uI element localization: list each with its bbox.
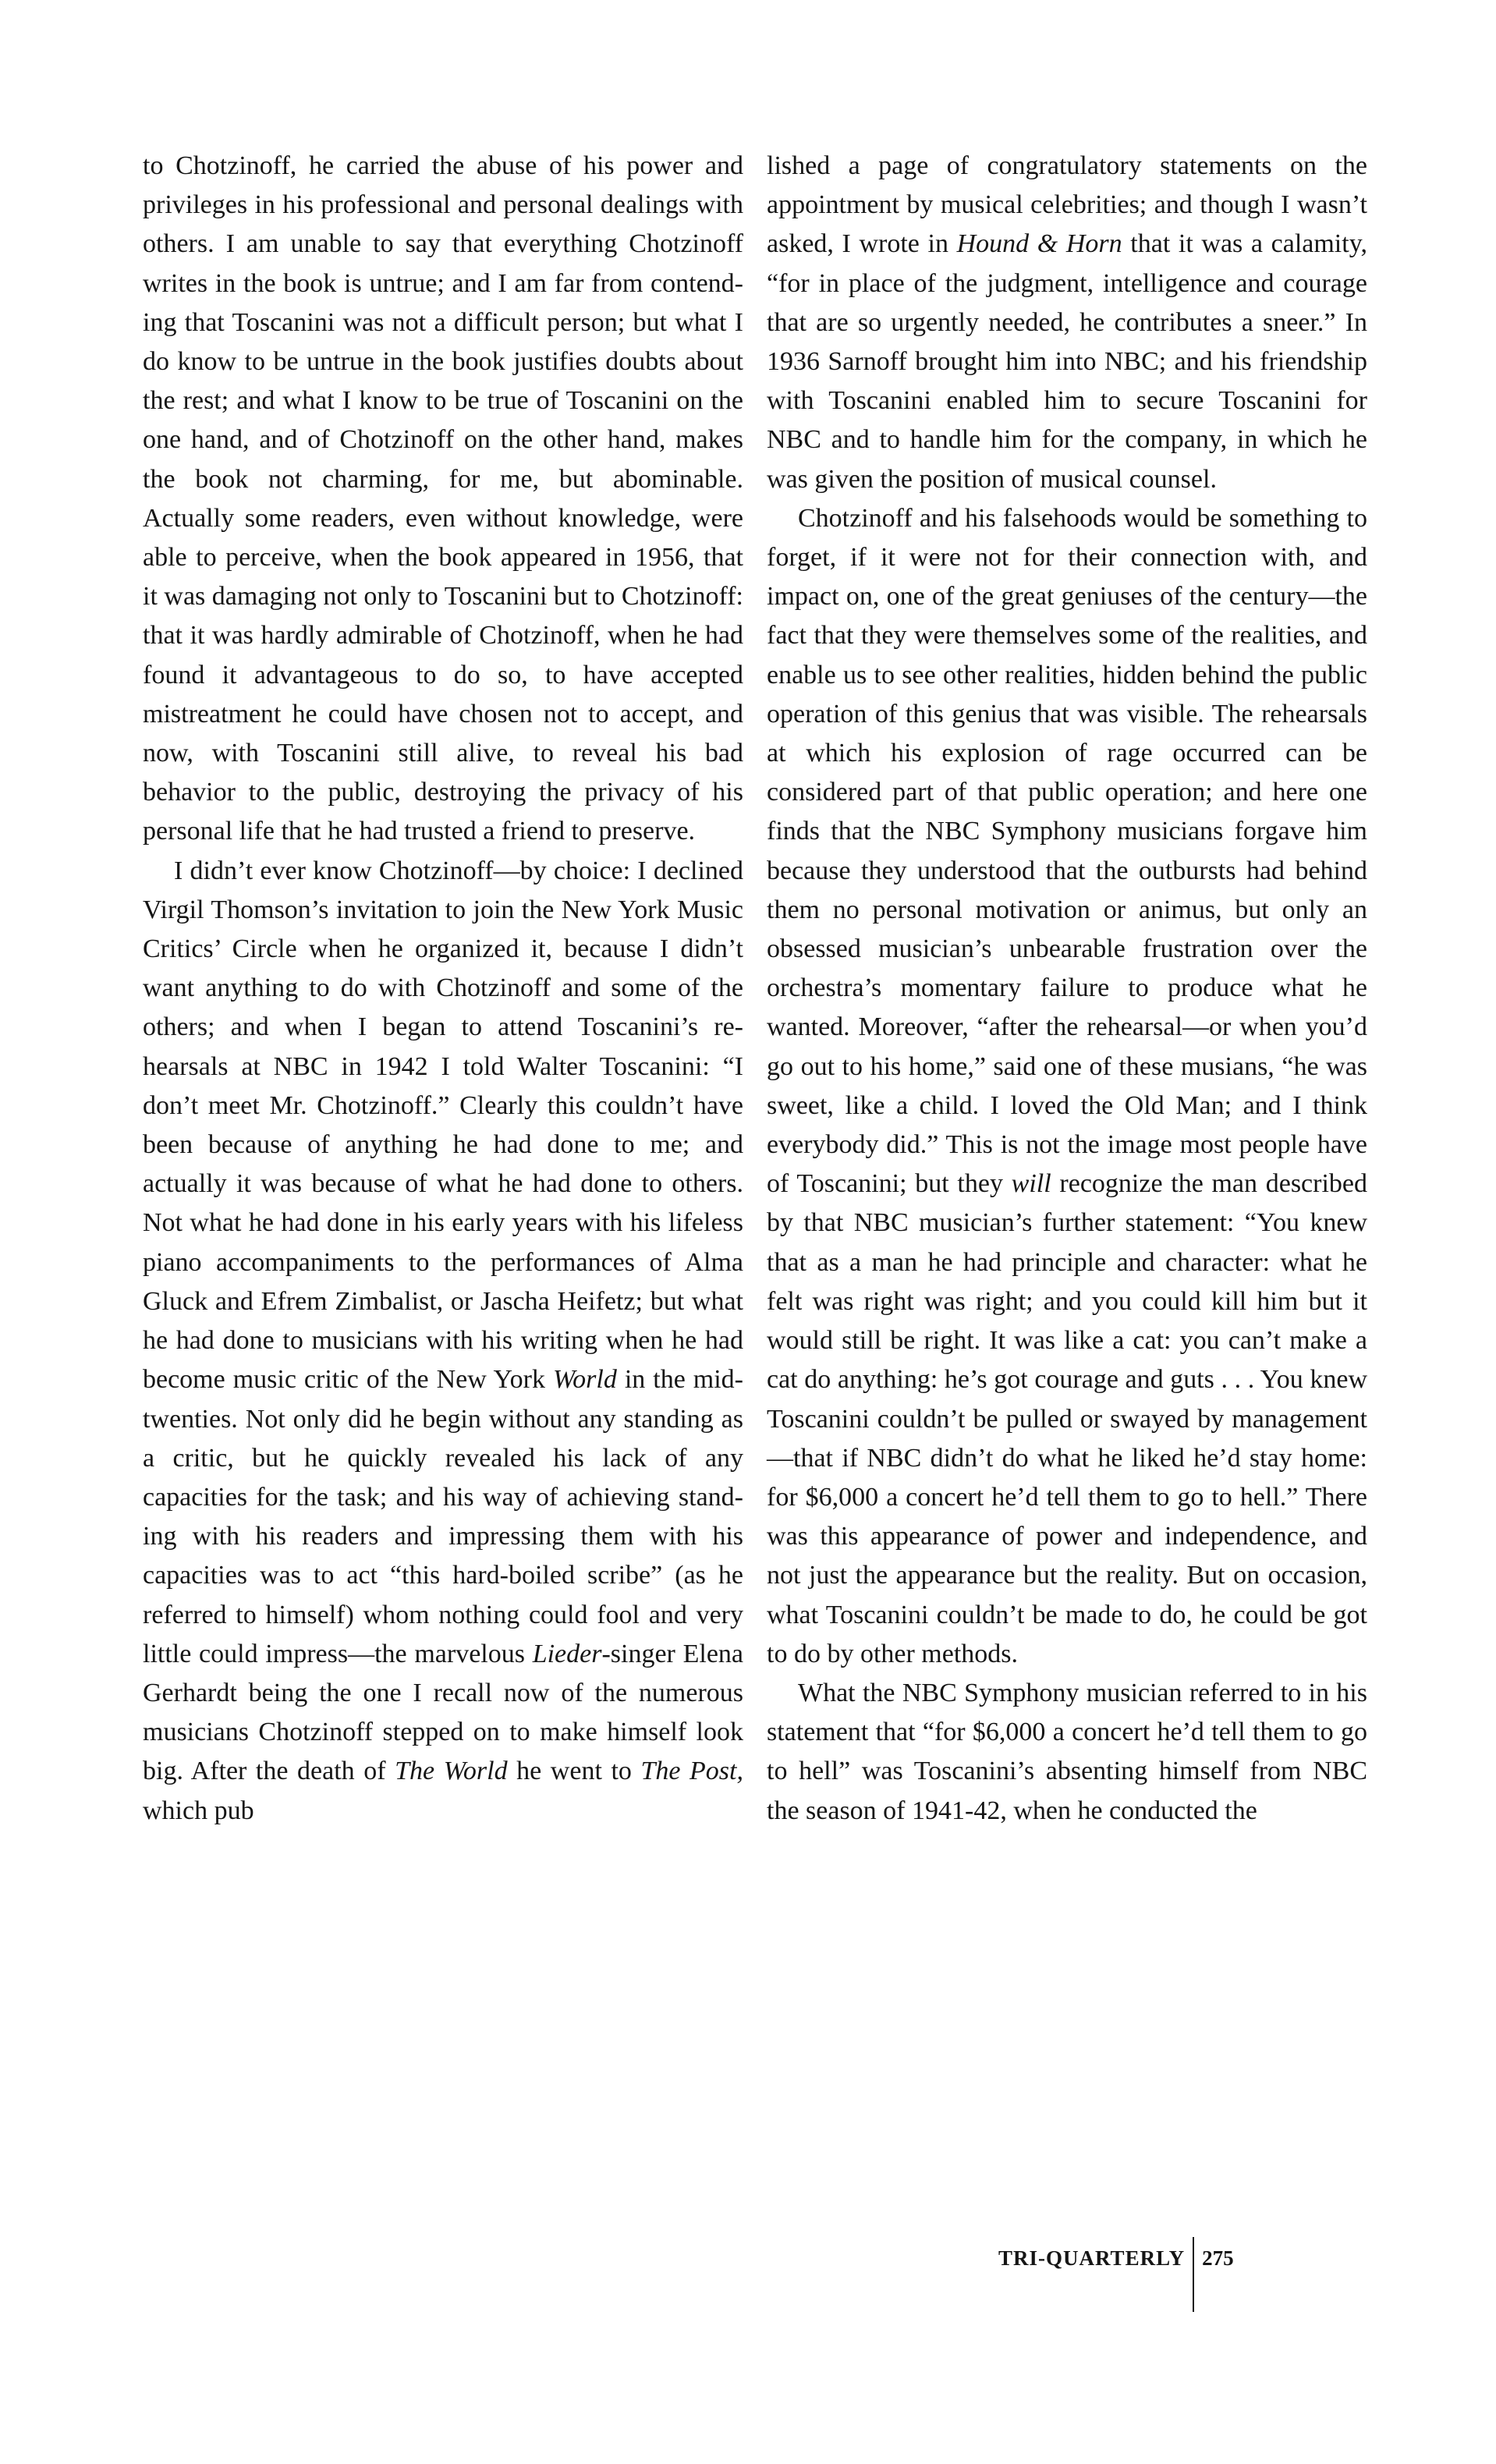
page-footer (998, 2237, 1234, 2312)
text-run: recognize the man described by that NBC musician’s further statement: “You knew that as a man he had principle and character: what he felt was right was right; and you could kill him but it would still be right. It was like a cat: you can’t make a cat do anything: he’s got courage and guts . . . You knew Toscanini couldn’t be pulled or swayed by management—that if NBC didn’t do what he liked he’d stay home: for $6,000 a concert he’d tell them to go to hell.” There was this appearance of power and independence, and not just the appearance but the reality. But on occasion, what Toscanini couldn’t be made to do, he could be got to do by other methods. (767, 1169, 1368, 1668)
text-run: I didn’t ever know Chotzinoff—by choice: I declined Virgil Thomson’s invitation to join the New York Music Critics’ Circle when he organized it, because I didn’t want anything to do with Chotzinoff and some of the others; and when I began to attend Toscanini’s rehearsals at NBC in 1942 I told Walter Toscanini: “I don’t meet Mr. Chotzinoff.” Clearly this couldn’t have been because of anything he had done to me; and actually it was because of what he had done to others. Not what he had done in his early years with his lifeless piano accompaniments to the performances of Alma Gluck and Efrem Zimbalist, or Jascha Heifetz; but what he had done to musicians with his writing when he had become music critic of the New York (143, 856, 743, 1395)
left-paragraph-2 (143, 852, 743, 1831)
italic-title-the-world: The World (395, 1757, 508, 1786)
italic-word-lieder: Lieder (532, 1639, 602, 1668)
text-run: which pub (143, 1796, 254, 1825)
left-paragraph-1: to Chotzinoff, he carried the abuse of his power and privileges in his professional and personal dealings with others. I am unable to say that everything Chotzinoff writes in the book is untrue; and I am far from contending that Toscanini was not a difficult person; but what I do know to be untrue in the book justifies doubts about the rest; and what I know to be true of Toscanini on the one hand, and of Chotzinoff on the other hand, makes the book not charming, for me, but abominable. Actually some readers, even without knowledge, were able to perceive, when the book appeared in 1956, that it was damaging not only to Toscanini but to Chotzinoff: that it was hardly admirable of Chotzinoff, when he had found it advantageous to do so, to have accepted mistreatment he could have chosen not to accept, and now, with Toscanini still alive, to reveal his bad behavior to the public, destroying the privacy of his personal life that he had trusted a friend to preserve. (143, 151, 743, 846)
text-run: lished a page of congratulatory statements on the appointment by musical celebrities; and though I wasn’t asked, I wrote in (767, 151, 1367, 259)
text-run: Chotzinoff and his falsehoods would be something to forget, if it were not for their connection with, and impact on, one of the great geniuses of the century—the fact that they were themselves some of the realities, and enable us to see other realities, hidden behind the public operation of this genius that was visible. The rehearsals at which his explosion of rage occurred can be considered part of that public operation; and here one finds that the NBC Symphony musicians forgave him because they understood that the outbursts had behind them no personal motivation or animus, but only an obsessed musician’s unbearable frustration over the orchestra’s momentary failure to produce what he wanted. Moreover, “after the rehearsal—or when you’d go out to his home,” said one of these musians, “he was sweet, like a child. I loved the Old Man; and I think everybody did.” This is not the image most people have of Toscanini; but they (767, 503, 1367, 1199)
right-column (767, 147, 1367, 1831)
italic-title-hound-horn: Hound & Horn (956, 229, 1122, 259)
italic-word-will: will (1011, 1169, 1051, 1199)
text-run: -singer Elena Gerhardt being the one I recall now of the numerous musicians Chotzinoff stepped on to make himself look big. After the death of (143, 1639, 744, 1786)
italic-title-world: World (552, 1365, 617, 1395)
right-paragraph-2 (767, 499, 1367, 1674)
text-run: in the mid-twenties. Not only did he begin without any standing as a critic, but he quickly revealed his lack of any capacities for the task; and his way of achieving standing with his readers and impressing them with his capacities was to act “this hard-boiled scribe” (as he referred to himself) whom nothing could fool and very little could impress—the marvelous (143, 1365, 743, 1668)
right-paragraph-1 (767, 147, 1367, 499)
right-paragraph-3: What the NBC Symphony musician referred to in his statement that “for $6,000 a concert he’d tell them to go to hell” was Toscanini’s absenting himself from NBC the season of 1941-42, when he conducted the (767, 1678, 1367, 1825)
text-run: that it was a calamity, “for in place of the judgment, intelligence and courage that are so urgently needed, he contributes a sneer.” In 1936 Sarnoff brought him into NBC; and his friendship with Toscanini enabled him to secure Toscanini for NBC and to handle him for the company, in which he was given the position of musical counsel. (767, 229, 1367, 494)
journal-name: TRI-QUARTERLY (998, 2246, 1186, 2270)
page-number: 275 (1202, 2246, 1234, 2270)
text-run: he went to (507, 1757, 641, 1786)
left-column (143, 147, 743, 1831)
italic-title-the-post: The Post, (640, 1757, 743, 1786)
